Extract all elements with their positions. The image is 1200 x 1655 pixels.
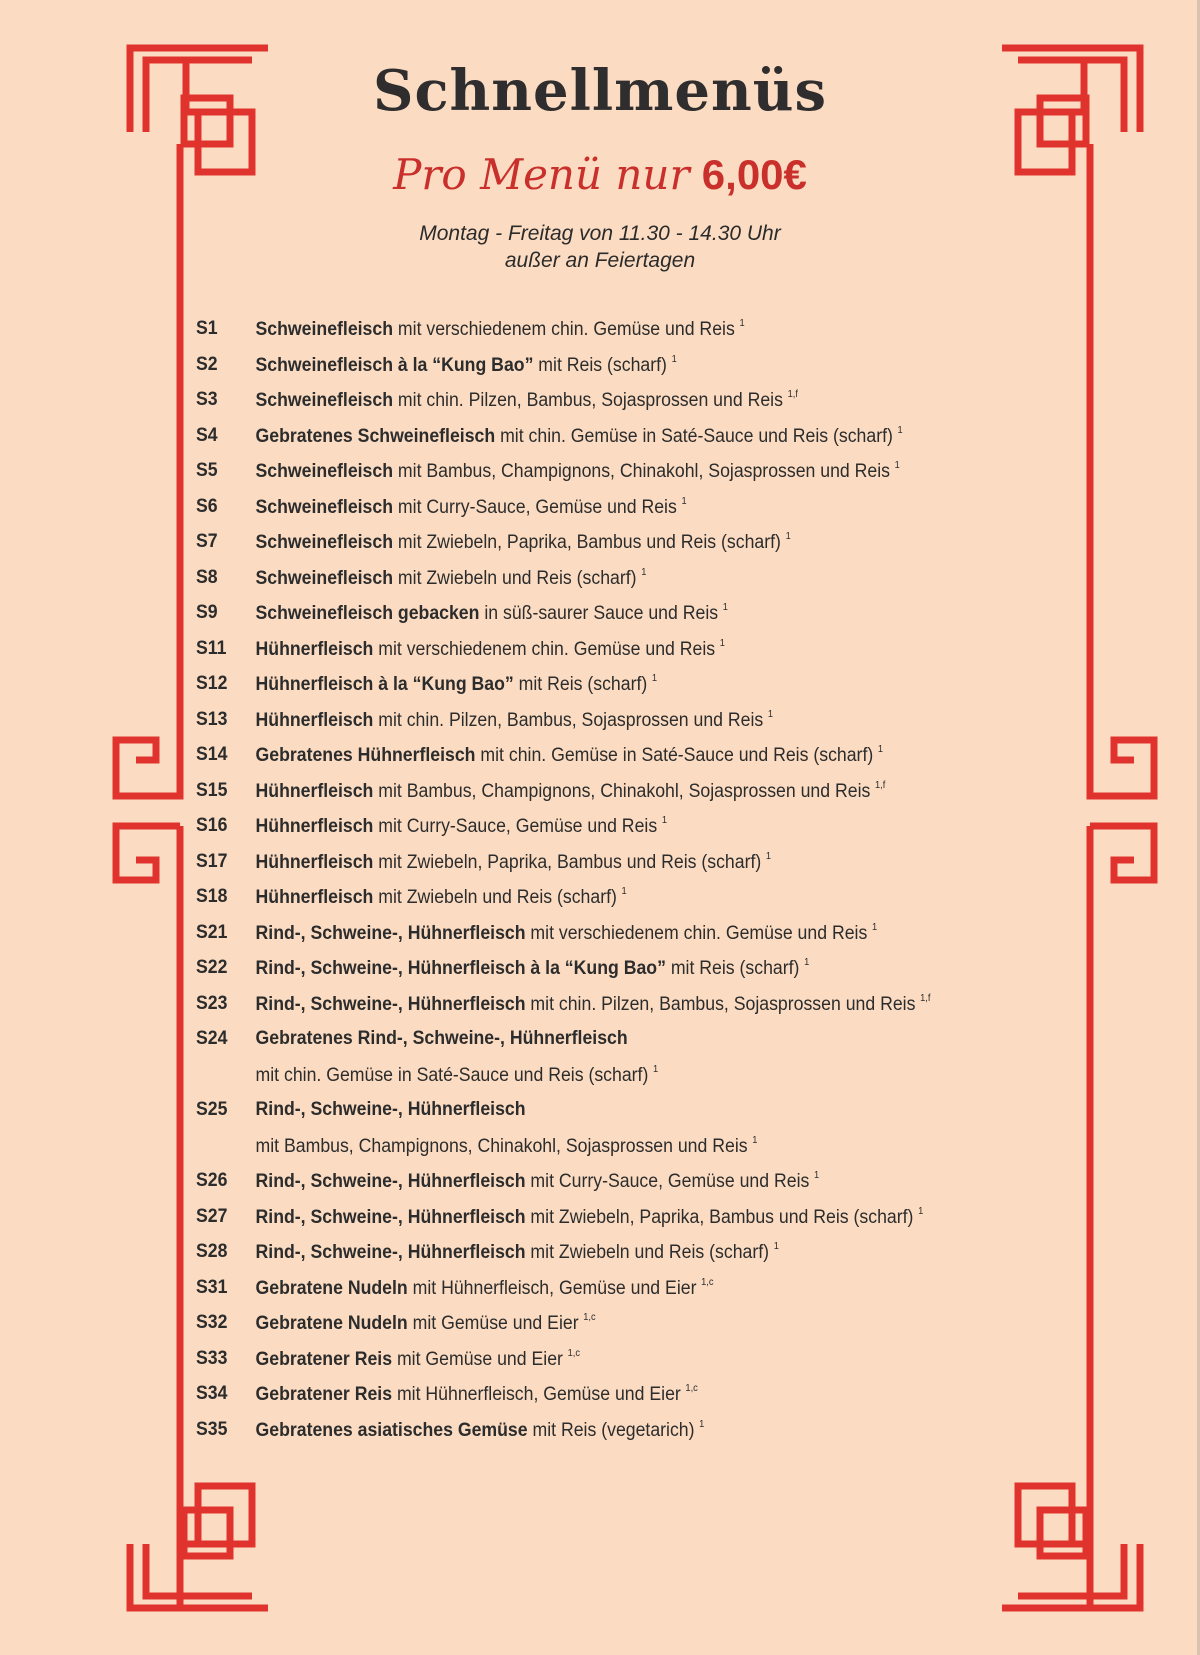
menu-item-dish: Hühnerfleisch [255,816,374,837]
opening-times [0,220,1200,274]
side-ornament-left-middle [116,660,180,880]
menu-item [196,957,1033,993]
menu-item-dish: Gebratener Reis [255,1384,393,1405]
menu-item-details: mit Zwiebeln, Paprika, Bambus und Reis (scharf) [525,1206,914,1228]
menu-item-code: S35 [196,1418,228,1440]
menu-item-code: S25 [196,1099,228,1120]
menu-item [196,425,1033,461]
menu-item-note: 1 [871,921,878,933]
menu-item [196,1241,1033,1277]
menu-item-code: S17 [196,850,228,872]
menu-item-dish: Gebratenes Rind-, Schweine-, Hühnerfleisch [255,1028,628,1049]
menu-item-dish: Rind-, Schweine-, Hühnerfleisch [255,1206,526,1228]
menu-item-description [256,567,647,603]
menu-item-description [256,354,677,390]
menu-item [196,815,1033,851]
menu-item-code: S28 [196,1241,228,1262]
menu-item-details: mit chin. Gemüse in Saté-Sauce und Reis (scharf) [475,745,874,766]
menu-item-description [256,460,900,496]
menu-item-note: 1 [699,1418,705,1430]
menu-item-note: 1,f [920,992,931,1004]
menu-item [196,531,1033,567]
menu-item-code: S2 [196,353,218,375]
menu-item-details: mit chin. Gemüse in Saté-Sauce und Reis (scharf) [255,1064,649,1086]
menu-item-note: 1,c [567,1347,580,1359]
menu-item-details: mit chin. Pilzen, Bambus, Sojasprossen und Reis [393,390,783,411]
menu-item [196,1348,1033,1384]
menu-item [196,709,1033,745]
price-value: 6,00€ [701,151,807,198]
menu-item-code: S12 [196,673,228,694]
menu-item-description [256,1028,659,1099]
menu-item-details: mit Gemüse und Eier [392,1348,563,1370]
menu-title: Schnellmenüs [373,58,827,124]
menu-item-note: 1 [813,1170,820,1181]
menu-item-note: 1 [719,637,725,649]
menu-item-description [256,602,728,638]
menu-item [196,780,1033,816]
menu-item-code: S18 [196,886,228,907]
menu-item-code: S11 [196,637,227,659]
menu-item-code: S22 [196,957,228,978]
menu-item-dish: Gebratener Reis [255,1348,393,1370]
menu-item-note: 1,f [874,779,886,791]
menu-item-details: mit Zwiebeln und Reis (scharf) [525,1242,770,1263]
menu-item-note: 1 [918,1205,924,1217]
menu-item [196,1383,1033,1419]
menu-item-note: 1 [785,531,791,542]
menu-item-code: S5 [196,460,218,481]
menu-item-code: S31 [196,1276,228,1298]
menu-item-code: S23 [196,992,228,1014]
menu-item-note: 1,c [701,1276,714,1288]
menu-item-details: mit Curry-Sauce, Gemüse und Reis [373,816,658,837]
menu-item-code: S33 [196,1347,228,1369]
menu-item-note: 1 [739,318,745,329]
menu-item-note: 1 [661,815,667,826]
menu-item-description [256,531,791,567]
menu-item [196,638,1033,674]
corner-ornament-bottom-left [130,1486,268,1608]
menu-item-description [256,886,627,922]
menu-item-details: in süß-saurer Sauce und Reis [479,603,719,624]
menu-item-details: mit Reis (vegetarich) [527,1419,695,1441]
menu-item-description [256,709,774,745]
menu-item [196,886,1033,922]
menu-item-dish: Rind-, Schweine-, Hühnerfleisch [255,993,526,1015]
menu-item-description [256,744,884,780]
menu-item-dish: Rind-, Schweine-, Hühnerfleisch [255,922,526,944]
menu-item [196,389,1033,425]
menu-item-details: mit Bambus, Champignons, Chinakohl, Sojasprossen und Reis [255,1135,748,1157]
menu-item-description [256,1383,698,1419]
menu-item-code: S7 [196,531,218,552]
menu-item-dish: Schweinefleisch gebacken [255,603,480,624]
menu-item-code: S9 [196,602,218,623]
menu-item-description [256,957,810,993]
menu-item-code: S24 [196,1028,228,1049]
menu-item-note: 1,f [787,389,798,400]
menu-item-details: mit Curry-Sauce, Gemüse und Reis [525,1171,810,1192]
menu-item-details: mit Bambus, Champignons, Chinakohl, Sojasprossen und Reis [373,780,871,802]
menu-item-description [256,851,772,887]
menu-item-details: mit Zwiebeln, Paprika, Bambus und Reis (scharf) [393,532,781,553]
menu-item-details: mit Bambus, Champignons, Chinakohl, Sojasprossen und Reis [393,461,890,482]
menu-item-note: 1 [894,460,900,471]
menu-item-note: 1 [804,957,810,968]
menu-item-note: 1 [765,850,772,862]
menu-item-description [256,815,667,851]
menu-item-details: mit Zwiebeln und Reis (scharf) [373,887,617,908]
menu-item-code: S8 [196,566,218,588]
menu-item-details: mit chin. Pilzen, Bambus, Sojasprossen und Reis [525,993,916,1015]
menu-item-dish: Gebratene Nudeln [255,1313,408,1334]
menu-item-description [256,1206,924,1242]
menu-item-note: 1 [651,673,658,684]
menu-item-dish: Gebratenes Schweinefleisch [255,425,496,447]
menu-item-details: mit verschiedenem chin. Gemüse und Reis [373,638,716,660]
menu-item [196,460,1033,496]
menu-item-description [256,425,903,461]
menu-item-description [256,496,687,532]
menu-item-dish: Rind-, Schweine-, Hühnerfleisch [255,1099,526,1120]
menu-item-dish: Hühnerfleisch [255,780,374,802]
menu-item [196,744,1033,780]
menu-item [196,354,1033,390]
menu-item-dish: Hühnerfleisch [255,851,374,873]
menu-item-note: 1 [641,566,647,578]
menu-item-details: mit Hühnerfleisch, Gemüse und Eier [407,1277,697,1299]
menu-item-details: mit Zwiebeln und Reis (scharf) [393,567,637,589]
menu-item-note: 1,c [583,1312,596,1323]
menu-item [196,673,1033,709]
menu-item [196,851,1033,887]
menu-item [196,1099,1033,1170]
menu-item-description [256,993,931,1029]
menu-item-note: 1 [681,495,687,507]
menu-item-details: mit Reis (scharf) [513,674,648,695]
menu-item-description [256,780,886,816]
menu-item-description [256,318,745,354]
menu-item-code: S16 [196,815,228,836]
menu-item-dish: Schweinefleisch [255,390,394,411]
opening-times-line-1: Montag - Freitag von 11.30 - 14.30 Uhr [419,222,781,245]
menu-item-description [256,389,798,425]
side-ornament-right-middle [1090,660,1154,880]
menu-item-dish: Gebratenes Hühnerfleisch [255,745,476,766]
menu-item-details: mit verschiedenem chin. Gemüse und Reis [525,922,868,944]
menu-item-code: S26 [196,1170,228,1191]
menu-item-dish: Schweinefleisch [255,319,394,340]
menu-item-note: 1,c [685,1383,698,1394]
menu-item-dish: Rind-, Schweine-, Hühnerfleisch à la “Kung Bao” [255,958,666,979]
menu-item-note: 1 [773,1241,779,1252]
menu-item-code: S34 [196,1383,228,1404]
menu-item-details: mit Hühnerfleisch, Gemüse und Eier [392,1384,681,1405]
menu-item-details: mit chin. Gemüse in Saté-Sauce und Reis (scharf) [495,425,893,447]
menu-item-dish: Schweinefleisch [255,567,394,589]
menu-item [196,1277,1033,1313]
menu-item-dish: Gebratenes asiatisches Gemüse [255,1419,528,1441]
menu-item-details: mit Curry-Sauce, Gemüse und Reis [393,496,677,518]
menu-item-code: S15 [196,779,228,801]
menu-item-code: S27 [196,1205,228,1227]
menu-item-note: 1 [621,886,627,897]
menu-item-dish: Schweinefleisch [255,496,394,518]
menu-item-note: 1 [722,602,728,613]
menu-item-note: 1 [653,1063,659,1075]
menu-item [196,496,1033,532]
corner-ornament-bottom-right [1002,1486,1140,1608]
menu-item [196,1028,1033,1099]
menu-item-description [256,1241,779,1277]
menu-item-code: S21 [196,921,228,943]
menu-item-dish: Hühnerfleisch à la “Kung Bao” [255,674,514,695]
menu-item-code: S3 [196,389,218,410]
menu-item-note: 1 [752,1134,758,1146]
menu-item-note: 1 [767,708,774,720]
menu-item-details: mit chin. Pilzen, Bambus, Sojasprossen und Reis [373,709,764,731]
menu-item-description [256,922,878,958]
menu-item-description [256,1419,705,1455]
menu-item-description [256,1312,596,1348]
menu-item-dish: Rind-, Schweine-, Hühnerfleisch [255,1242,526,1263]
menu-item-description [256,673,658,709]
menu-item-dish: Schweinefleisch à la “Kung Bao” [255,354,534,376]
menu-item-code: S4 [196,424,218,446]
opening-times-line-2: außer an Feiertagen [504,249,696,272]
menu-item-description [256,1277,714,1313]
menu-item-details: mit Reis (scharf) [665,958,800,979]
menu-item-description [256,1099,758,1170]
menu-item-dish: Rind-, Schweine-, Hühnerfleisch [255,1171,526,1192]
menu-item-dish: Hühnerfleisch [255,887,374,908]
menu-item-dish: Schweinefleisch [255,532,394,553]
menu-item [196,993,1033,1029]
menu-item-dish: Gebratene Nudeln [255,1277,408,1299]
menu-item [196,1206,1033,1242]
price-headline-text: Pro Menü nur [393,150,690,199]
menu-item [196,602,1033,638]
menu-item [196,567,1033,603]
price-headline [0,150,1200,200]
menu-item-dish: Hühnerfleisch [255,638,374,660]
menu-item-description [256,1170,820,1206]
menu-item [196,1170,1033,1206]
menu-item-note: 1 [671,353,677,365]
menu-item-note: 1 [877,744,884,755]
menu-item [196,922,1033,958]
menu-item-details: mit Zwiebeln, Paprika, Bambus und Reis (scharf) [373,851,762,873]
menu-list [196,318,1096,1454]
menu-item [196,318,1033,354]
menu-item-code: S6 [196,495,218,517]
menu-item-details: mit Reis (scharf) [533,354,667,376]
menu-item-dish: Hühnerfleisch [255,709,374,731]
menu-item-code: S1 [196,318,218,339]
menu-item-code: S32 [196,1312,228,1333]
menu-item-details: mit Gemüse und Eier [407,1313,579,1334]
menu-item-details: mit verschiedenem chin. Gemüse und Reis [393,319,735,340]
menu-item-dish: Schweinefleisch [255,461,394,482]
menu-item-note: 1 [897,424,903,436]
menu-item [196,1419,1033,1455]
menu-item [196,1312,1033,1348]
menu-item-description [256,638,725,674]
menu-item-description [256,1348,580,1384]
menu-item-code: S14 [196,744,228,765]
menu-item-code: S13 [196,708,228,730]
